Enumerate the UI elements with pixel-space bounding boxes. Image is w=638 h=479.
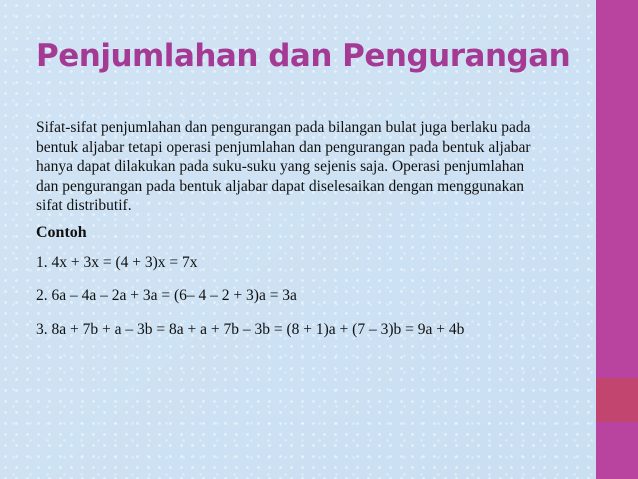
example-item-1: 1. 4x + 3x = (4 + 3)x = 7x: [36, 253, 198, 271]
example-item-3: 3. 8a + 7b + a – 3b = 8a + a + 7b – 3b = (8 + 1)a + (7 – 3)b = 9a + 4b: [36, 320, 465, 338]
example-heading: Contoh: [36, 223, 87, 241]
example-item-2: 2. 6a – 4a – 2a + 3a = (6– 4 – 2 + 3)a = 3a: [36, 286, 297, 304]
slide-title: Penjumlahan dan Pengurangan: [36, 38, 571, 74]
decorative-side-accent: [596, 378, 638, 422]
slide-content: [36, 118, 546, 344]
intro-paragraph: Sifat-sifat penjumlahan dan pengurangan pada bilangan bulat juga berlaku pada bentuk aljabar tetapi operasi penjumlahan dan pengurangan pada bentuk aljabar hanya dapat dilakukan pada suku-suku yang sejenis saja. Operasi penjumlahan dan pengurangan pada bentuk aljabar dapat diselesaikan dengan menggunakan sifat distributif.: [36, 119, 531, 214]
example-list: [36, 252, 546, 344]
